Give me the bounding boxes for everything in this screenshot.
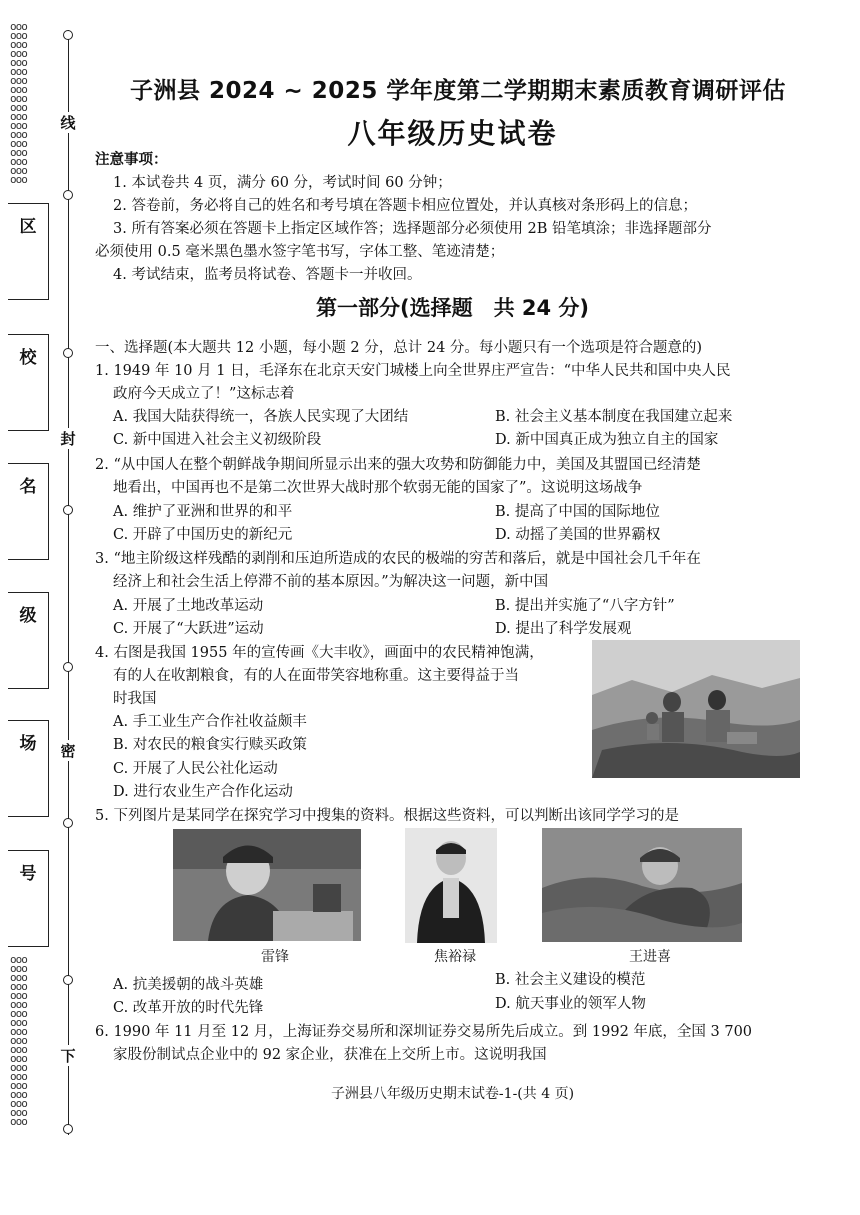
cut-dot xyxy=(63,818,73,828)
cut-dot xyxy=(63,662,73,672)
q2-option-b: B. 提高了中国的国际地位 xyxy=(495,504,660,520)
jiao-yulu-photo xyxy=(405,828,497,943)
perforation-top: ooo ooo ooo ooo ooo ooo ooo ooo ooo ooo ooo ooo ooo ooo ooo ooo ooo ooo xyxy=(10,20,27,186)
q5-option-b: B. 社会主义建设的模范 xyxy=(495,972,646,988)
q1-option-c: C. 新中国进入社会主义初级阶段 xyxy=(113,432,322,448)
perforation-bottom: ooo ooo ooo ooo ooo ooo ooo ooo ooo ooo ooo ooo ooo ooo ooo ooo ooo ooo ooo xyxy=(10,953,27,1128)
part1-title: 第一部分(选择题 共 24 分) xyxy=(315,296,590,320)
cut-char-secret: 密 xyxy=(58,740,78,761)
notes-heading: 注意事项： xyxy=(95,151,168,168)
q2-stem: 2. “从中国人在整个朝鲜战争期间所显示出来的强大攻势和防御能力中，美国及其盟国已经清楚 xyxy=(95,457,701,473)
q3-option-c: C. 开展了“大跃进”运动 xyxy=(113,621,264,637)
q5-option-d: D. 航天事业的领军人物 xyxy=(495,996,646,1012)
cut-dot xyxy=(63,1124,73,1134)
q4-stem-cont-2: 时我国 xyxy=(113,691,157,707)
q1-option-d: D. 新中国真正成为独立自主的国家 xyxy=(495,432,719,448)
binding-margin xyxy=(0,0,80,1150)
field-label-school: 校 xyxy=(19,347,37,368)
q1-stem: 1. 1949 年 10 月 1 日，毛泽东在北京天安门城楼上向全世界庄严宣告：“中华人民共和国中央人民 xyxy=(95,363,731,379)
cut-char-seal: 封 xyxy=(58,428,78,449)
cut-dot xyxy=(63,190,73,200)
q1-stem-cont: 政府今天成立了！”这标志着 xyxy=(113,386,295,402)
q2-option-a: A. 维护了亚洲和世界的和平 xyxy=(113,504,293,520)
cut-dot xyxy=(63,505,73,515)
notes-item-3: 3. 所有答案必须在答题卡上指定区域作答；选择题部分必须使用 2B 铅笔填涂；非选择题部分 xyxy=(113,221,712,237)
q3-option-d: D. 提出了科学发展观 xyxy=(495,621,632,637)
q3-option-a: A. 开展了土地改革运动 xyxy=(113,598,264,614)
q3-option-b: B. 提出并实施了“八字方针” xyxy=(495,598,675,614)
q4-stem-cont: 有的人在收割粮食，有的人在面带笑容地称重。这主要得益于当 xyxy=(113,668,519,684)
q5-stem: 5. 下列图片是某同学在探究学习中搜集的资料。根据这些资料，可以判断出该同学学习的是 xyxy=(95,808,679,824)
notes-item-3-cont: 必须使用 0.5 毫米黑色墨水签字笔书写，字体工整、笔迹清楚； xyxy=(95,244,505,260)
q1-option-b: B. 社会主义基本制度在我国建立起来 xyxy=(495,409,733,425)
wang-jinxi-photo xyxy=(542,828,742,942)
cut-char-below: 下 xyxy=(58,1045,78,1066)
q4-option-d: D. 进行农业生产合作化运动 xyxy=(113,784,293,800)
page-footer: 子洲县八年级历史期末试卷-1-(共 4 页) xyxy=(330,1086,575,1102)
caption-jiao-yulu: 焦裕禄 xyxy=(434,949,476,965)
harvest-poster-image xyxy=(592,640,800,778)
field-label-number: 号 xyxy=(19,863,37,884)
q5-option-c: C. 改革开放的时代先锋 xyxy=(113,1000,264,1016)
q2-option-d: D. 动摇了美国的世界霸权 xyxy=(495,527,661,543)
exam-subtitle: 八年级历史试卷 xyxy=(347,117,558,150)
caption-wang-jinxi: 王进喜 xyxy=(629,949,671,965)
cut-dot xyxy=(63,30,73,40)
cut-char-line: 线 xyxy=(58,112,78,133)
caption-lei-feng: 雷锋 xyxy=(261,949,289,965)
exam-title: 子洲县 2024 ~ 2025 学年度第二学期期末素质教育调研评估 xyxy=(130,78,786,104)
cut-dot xyxy=(63,975,73,985)
q2-stem-cont: 地看出，中国再也不是第二次世界大战时那个软弱无能的国家了”。这说明这场战争 xyxy=(113,480,643,496)
q6-stem-cont: 家股份制试点企业中的 92 家企业，获准在上交所上市。这说明我国 xyxy=(113,1047,547,1063)
field-label-grade: 级 xyxy=(19,605,37,626)
q3-stem-cont: 经济上和社会生活上停滞不前的基本原因。”为解决这一问题，新中国 xyxy=(113,574,549,590)
q3-stem: 3. “地主阶级这样残酷的剥削和压迫所造成的农民的极端的穷苦和落后，就是中国社会几千年在 xyxy=(95,551,701,567)
lei-feng-photo xyxy=(173,829,361,941)
q5-option-a: A. 抗美援朝的战斗英雄 xyxy=(113,977,264,993)
q4-option-c: C. 开展了人民公社化运动 xyxy=(113,761,278,777)
notes-item-2: 2. 答卷前，务必将自己的姓名和考号填在答题卡相应位置处，并认真核对条形码上的信息； xyxy=(113,198,697,214)
q4-stem: 4. 右图是我国 1955 年的宣传画《大丰收》，画面中的农民精神饱满， xyxy=(95,645,544,661)
notes-item-1: 1. 本试卷共 4 页，满分 60 分，考试时间 60 分钟； xyxy=(113,175,452,191)
q2-option-c: C. 开辟了中国历史的新纪元 xyxy=(113,527,293,543)
notes-item-4: 4. 考试结束，监考员将试卷、答题卡一并收回。 xyxy=(113,267,422,283)
q4-option-a: A. 手工业生产合作社收益颇丰 xyxy=(113,714,307,730)
part1-instruction: 一、选择题(本大题共 12 小题，每小题 2 分，总计 24 分。每小题只有一个选项是符合题意的) xyxy=(95,340,703,356)
cut-dot xyxy=(63,348,73,358)
field-label-name: 名 xyxy=(19,476,37,497)
field-label-exam-room: 场 xyxy=(19,733,37,754)
field-label-district: 区 xyxy=(19,216,37,237)
q4-option-b: B. 对农民的粮食实行赎买政策 xyxy=(113,737,307,753)
q1-option-a: A. 我国大陆获得统一，各族人民实现了大团结 xyxy=(113,409,409,425)
q6-stem: 6. 1990 年 11 月至 12 月，上海证券交易所和深圳证券交易所先后成立。到 1992 年底，全国 3 700 xyxy=(95,1024,753,1040)
